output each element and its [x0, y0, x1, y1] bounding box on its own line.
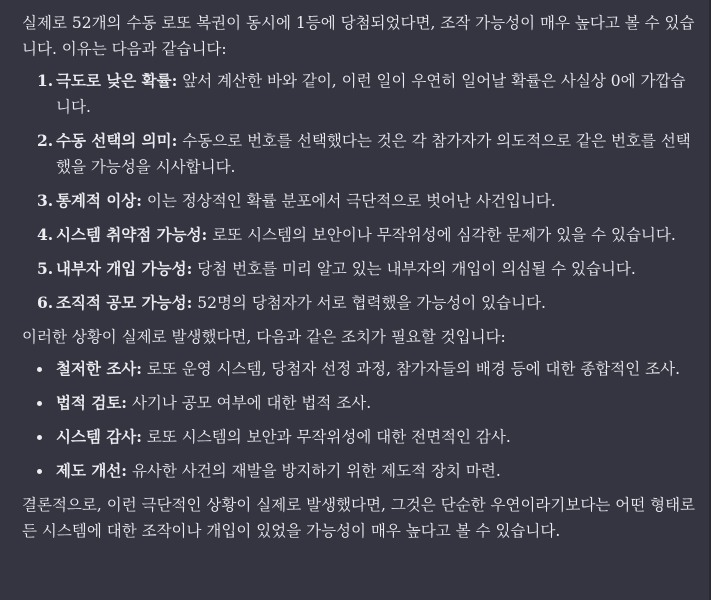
list-number: 2.: [37, 131, 54, 150]
action-text: 사기나 공모 여부에 대한 법적 조사.: [127, 394, 372, 412]
list-number: 6.: [37, 293, 54, 312]
list-item: [37, 128, 699, 180]
action-title: 제도 개선:: [56, 461, 128, 480]
action-text: 로또 운영 시스템, 당첨자 선정 과정, 참가자들의 배경 등에 대한 종합적인 조사.: [141, 360, 681, 378]
action-text: 유사한 사건의 재발을 방지하기 위한 제도적 장치 마련.: [127, 462, 501, 480]
actions-list: [22, 356, 699, 484]
action-text: 로또 시스템의 보안과 무작위성에 대한 전면적인 감사.: [141, 428, 511, 446]
list-number: 1.: [37, 71, 54, 90]
reason-text: 수동으로 번호를 선택했다는 것은 각 참가자가 의도적으로 같은 번호를 선택했을 가능성을 시사합니다.: [56, 132, 691, 176]
bullet-icon: [37, 435, 42, 440]
reason-title: 시스템 취약점 가능성:: [56, 225, 208, 244]
reason-title: 내부자 개입 가능성:: [56, 259, 193, 278]
action-title: 법적 검토:: [56, 393, 128, 412]
list-item: [37, 256, 699, 282]
reason-title: 통계적 이상:: [56, 191, 142, 210]
reason-text: 당첨 번호를 미리 알고 있는 내부자의 개입이 의심될 수 있습니다.: [192, 260, 636, 278]
list-item: [37, 188, 699, 214]
intro-paragraph: 실제로 52개의 수동 로또 복권이 동시에 1등에 당첨되었다면, 조작 가능성이 매우 높다고 볼 수 있습니다. 이유는 다음과 같습니다:: [22, 14, 695, 58]
reason-text: 이는 정상적인 확률 분포에서 극단적으로 벗어난 사건입니다.: [141, 192, 556, 210]
reason-title: 수동 선택의 의미:: [56, 131, 178, 150]
reasons-list: [22, 68, 699, 316]
list-item: [56, 390, 699, 416]
list-item: [37, 222, 699, 248]
reason-text: 앞서 계산한 바와 같이, 이런 일이 우연히 일어날 확률은 사실상 0에 가깝습니다.: [56, 72, 686, 116]
reason-text: 로또 시스템의 보안이나 무작위성에 심각한 문제가 있을 수 있습니다.: [207, 226, 676, 244]
conclusion-paragraph: 결론적으로, 이런 극단적인 상황이 실제로 발생했다면, 그것은 단순한 우연이라기보다는 어떤 형태로든 시스템에 대한 조작이나 개입이 있었을 가능성이 매우 높다고 볼 수 있습니다.: [22, 496, 696, 540]
list-item: [37, 68, 699, 120]
list-item: [56, 424, 699, 450]
action-title: 시스템 감사:: [56, 427, 142, 446]
reason-title: 극도로 낮은 확률:: [56, 71, 178, 90]
list-item: [56, 356, 699, 382]
reason-title: 조직적 공모 가능성:: [56, 293, 193, 312]
reason-text: 52명의 당첨자가 서로 협력했을 가능성이 있습니다.: [192, 294, 546, 312]
bullet-icon: [37, 367, 42, 372]
list-item: [37, 290, 699, 316]
list-item: [56, 458, 699, 484]
middle-paragraph: 이러한 상황이 실제로 발생했다면, 다음과 같은 조치가 필요할 것입니다:: [22, 328, 506, 346]
bullet-icon: [37, 401, 42, 406]
list-number: 5.: [37, 259, 54, 278]
list-number: 3.: [37, 191, 54, 210]
action-title: 철저한 조사:: [56, 359, 142, 378]
list-number: 4.: [37, 225, 54, 244]
bullet-icon: [37, 469, 42, 474]
